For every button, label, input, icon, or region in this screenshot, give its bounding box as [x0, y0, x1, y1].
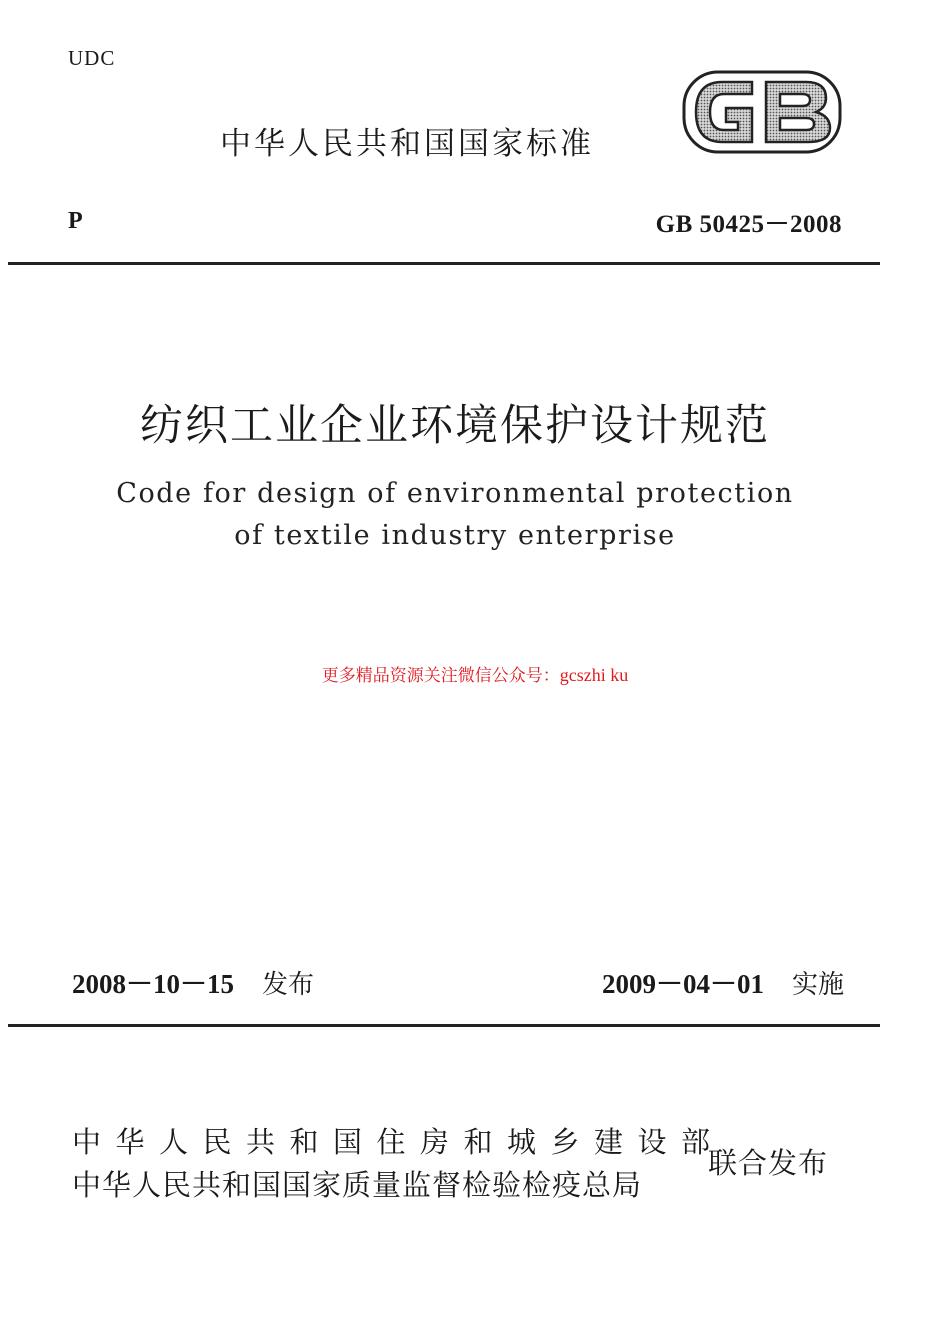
top-divider: [8, 262, 880, 265]
national-standard-heading: 中华人民共和国国家标准: [220, 126, 594, 162]
issuer-department-2: 中华人民共和国国家质量监督检验检疫总局: [72, 1168, 643, 1202]
gb-logo-text: [682, 66, 683, 67]
watermark-handle: gcszhi ku: [559, 665, 629, 685]
issue-label: 发布: [262, 970, 315, 1000]
udc-label: UDC: [68, 46, 116, 70]
issue-date: 2008－10－15: [72, 969, 234, 999]
title-english-line1: Code for design of environmental protection: [116, 478, 794, 509]
joint-issue-label: 联合发布: [708, 1146, 829, 1180]
title-english-line2: of textile industry enterprise: [234, 520, 676, 551]
standard-number: GB 50425－2008: [655, 211, 842, 238]
title-chinese: 纺织工业企业环境保护设计规范: [140, 401, 770, 451]
issue-date-block: [72, 962, 314, 1001]
classification-code: P: [68, 208, 83, 234]
watermark-text: 更多精品资源关注微信公众号：: [321, 666, 560, 686]
gb-logo: [682, 66, 842, 158]
implementation-date-block: [602, 962, 844, 1001]
bottom-divider: [8, 1024, 880, 1027]
implementation-label: 实施: [791, 970, 844, 1000]
watermark-notice: [0, 661, 950, 686]
issuer-department-1: 中华人民共和国住房和城乡建设部: [72, 1125, 725, 1159]
implementation-date: 2009－04－01: [601, 969, 764, 999]
